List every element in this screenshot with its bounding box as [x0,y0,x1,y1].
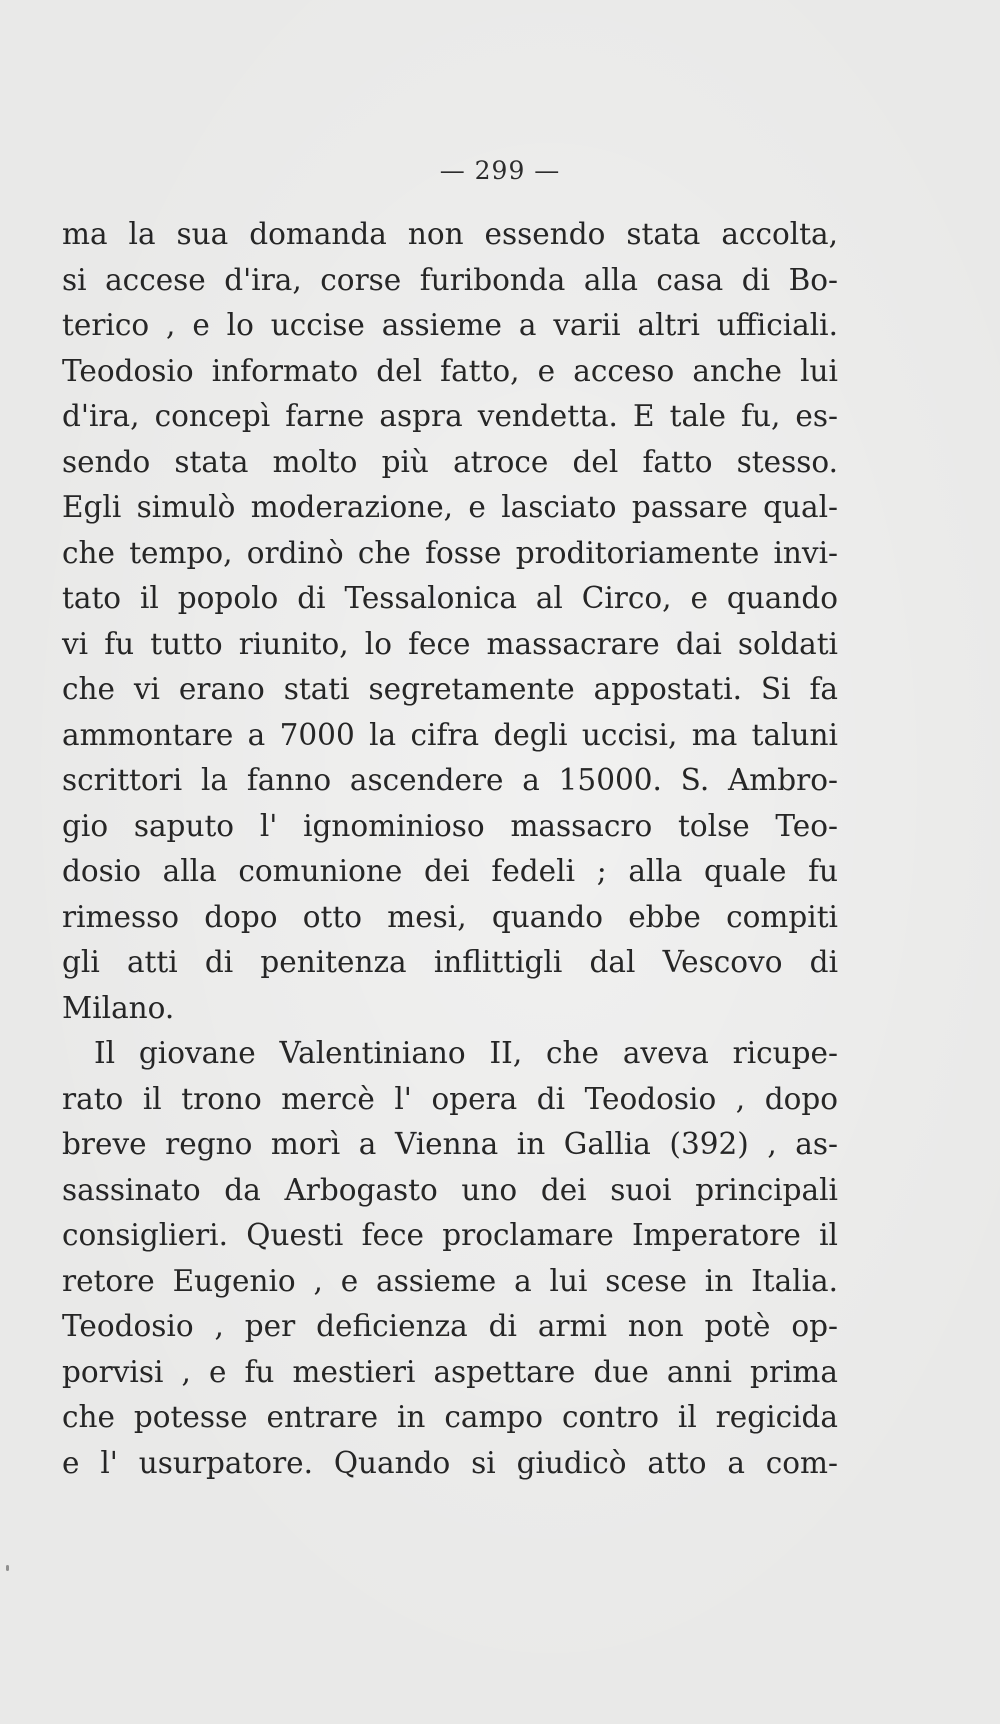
text-line: terico , e lo uccise assieme a varii altri ufficiali. [62,308,838,342]
text-line: d'ira, concepì farne aspra vendetta. E tale fu, es- [62,399,838,433]
page-number: — 299 — [439,156,561,185]
text-line: sassinato da Arbogasto uno dei suoi principali [62,1172,838,1207]
text-line: e l' usurpatore. Quando si giudicò atto a com- [62,1445,838,1480]
text-line: porvisi , e fu mestieri aspettare due anni prima [62,1354,838,1389]
text-line: vi fu tutto riunito, lo fece massacrare dai soldati [62,626,838,661]
text-line: rato il trono mercè l' opera di Teodosio , dopo [62,1081,838,1116]
text-line: che tempo, ordinò che fosse proditoriamente invi- [62,535,838,570]
text-line: sendo stata molto più atroce del fatto stesso. [62,444,838,479]
text-line: Milano. [62,990,175,1025]
text-line: Egli simulò moderazione, e lasciato passare qual- [62,490,838,524]
text-line: dosio alla comunione dei fedeli ; alla quale fu [62,854,838,888]
text-line: tato il popolo di Tessalonica al Circo, e quando [62,581,838,615]
text-line: breve regno morì a Vienna in Gallia (392) , as- [62,1127,838,1161]
text-line: scrittori la fanno ascendere a 15000. S. Ambro- [62,763,838,797]
text-line: ma la sua domanda non essendo stata accolta, [62,217,838,251]
text-line: si accese d'ira, corse furibonda alla casa di Bo- [62,262,838,297]
text-line: consiglieri. Questi fece proclamare Imperatore il [62,1218,838,1252]
text-line: Teodosio , per deficienza di armi non potè op- [62,1309,838,1343]
text-line: gli atti di penitenza inflittigli dal Vescovo di [62,945,838,979]
text-line: Teodosio informato del fatto, e acceso anche lui [62,353,838,388]
text-line: retore Eugenio , e assieme a lui scese in Italia. [62,1263,838,1298]
paper-speck [6,1565,9,1571]
text-line: rimesso dopo otto mesi, quando ebbe compiti [62,899,838,934]
paragraph-first-line: Il giovane Valentiniano II, che aveva ricupe- [94,1036,838,1070]
text-line: che vi erano stati segretamente appostati. Si fa [62,672,838,706]
text-line: che potesse entrare in campo contro il regicida [62,1400,838,1434]
text-line: ammontare a 7000 la cifra degli uccisi, ma taluni [62,717,838,752]
body-text [62,212,838,1486]
text-line: gio saputo l' ignominioso massacro tolse Teo- [62,808,838,843]
